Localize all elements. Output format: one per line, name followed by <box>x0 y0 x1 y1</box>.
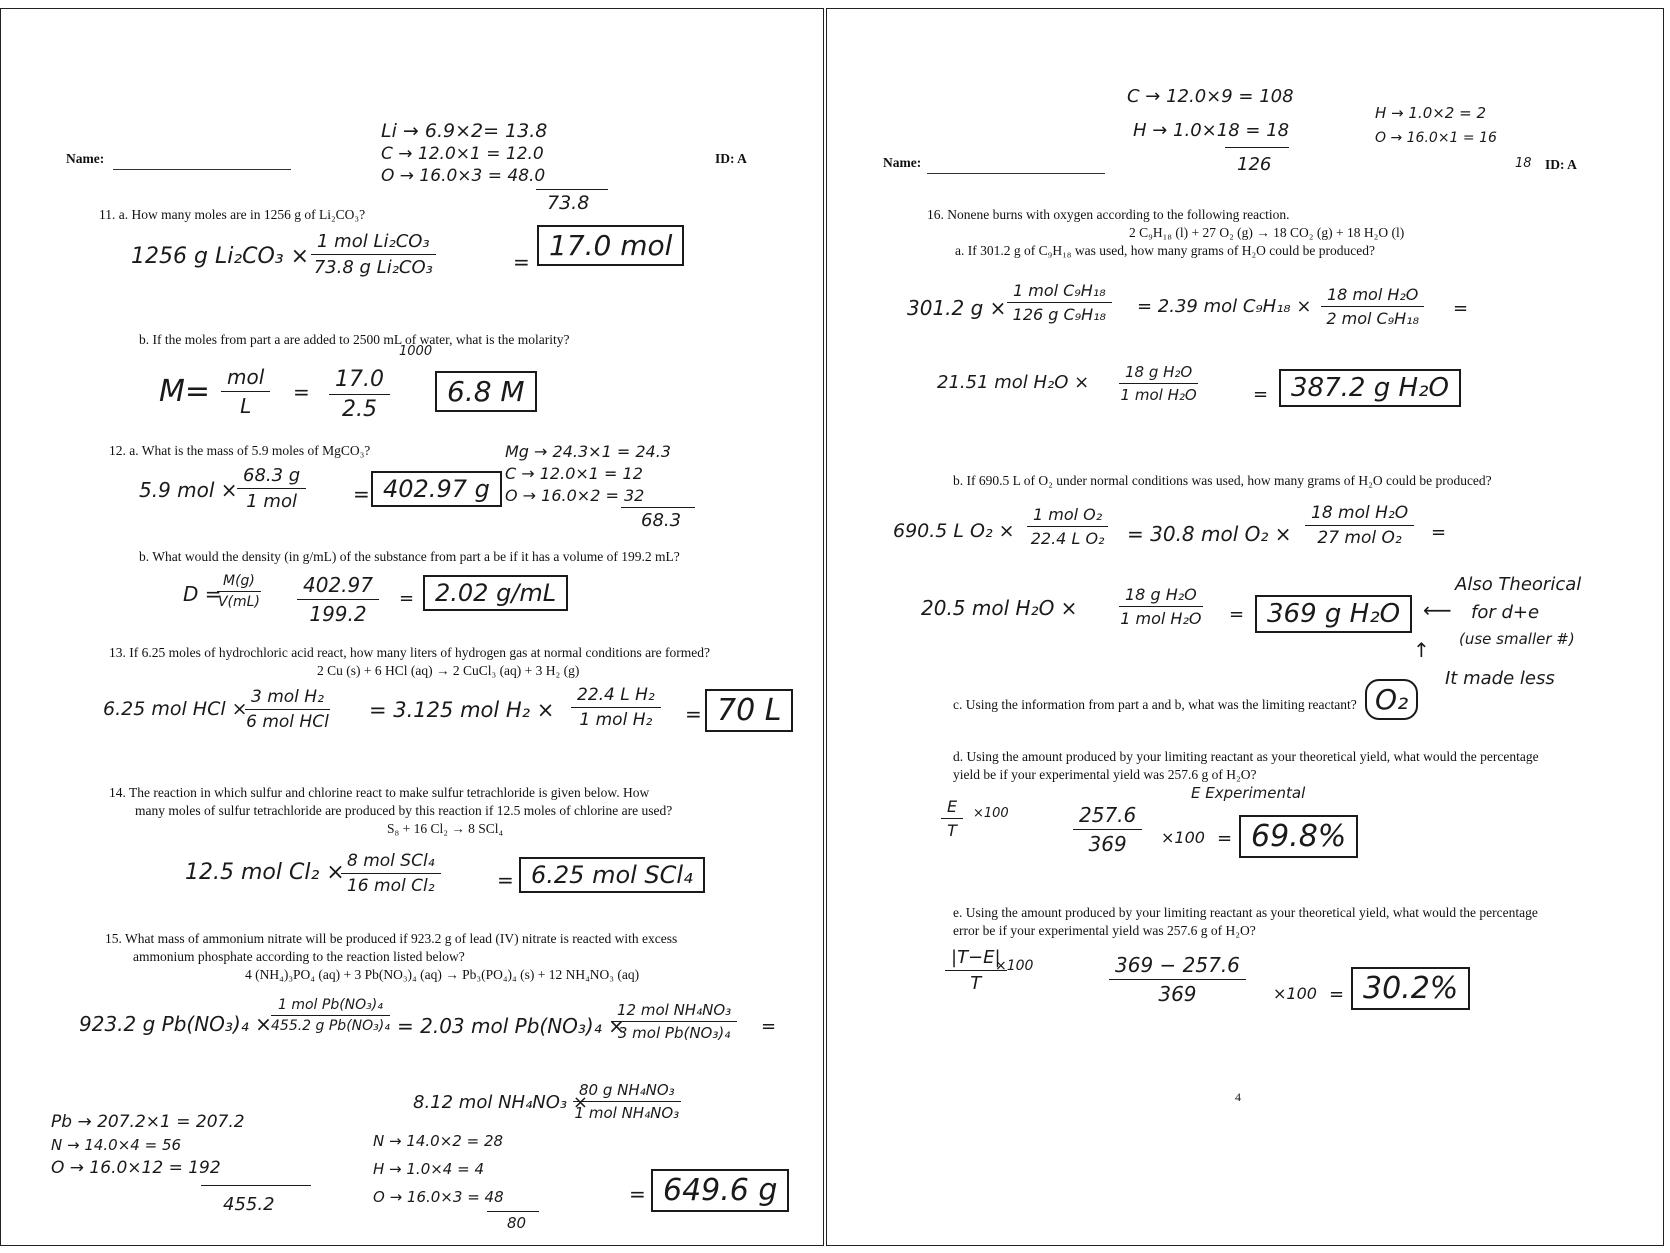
id-label: ID: A <box>715 151 747 166</box>
equals-sign: = <box>1431 522 1447 543</box>
q16a-work: 301.2 g × <box>907 296 1007 320</box>
q16b-work-3: 20.5 mol H₂O × <box>921 596 1078 620</box>
name-label: Name: <box>66 151 105 166</box>
q15-molar-pb: Pb → 207.2×1 = 207.2 <box>51 1112 245 1132</box>
q15-fraction-1: 1 mol Pb(NO₃)₄ 455.2 g Pb(NO₃)₄ <box>271 997 390 1034</box>
q11b-answer-box: 6.8 M <box>435 371 537 412</box>
equals-sign: = <box>1229 604 1245 625</box>
q16e-fraction: $\frac{369 - 257.6}{369}$ <box>1109 953 1246 1006</box>
question-16: 16. Nonene burns with oxygen according to the following reaction. <box>927 207 1290 222</box>
q14-equation: S₈ + 16 Cl₂ → 8 SCl₄ <box>387 821 504 836</box>
q15-fraction-2: 12 mol NH₄NO₃ 3 mol Pb(NO₃)₄ <box>611 1001 737 1042</box>
q12b-answer-box: 2.02 g/mL <box>423 575 568 611</box>
q13-work-2: = 3.125 mol H₂ × <box>369 698 555 722</box>
molar-mass-work-li: Li → 6.9×2= 13.8 <box>381 120 548 142</box>
q16b-note-3: (use smaller #) <box>1459 630 1575 648</box>
q12a-molar-total: 68.3 <box>641 510 682 531</box>
molar-mass-total: 126 <box>1237 154 1272 175</box>
q16d-formula: $\frac{E}{T}$ <box>941 797 963 840</box>
name-label: Name: <box>883 155 922 170</box>
q15-work-3: 8.12 mol NH₄NO₃ × <box>413 1092 588 1113</box>
q15-equation: 4 (NH₄)₃PO₄ (aq) + 3 Pb(NO₃)₄ (aq) → Pb₃(PO₄)₄ (s) + 12 NH₄NO₃ (aq) <box>245 967 640 982</box>
q12a-molar-o: O → 16.0×2 = 32 <box>505 486 645 505</box>
question-14-cont: many moles of sulfur tetrachloride are produced by this reaction if 12.5 moles of chlorine are used? <box>135 803 673 818</box>
q16a-fraction-3: 18 g H₂O 1 mol H₂O <box>1120 363 1197 404</box>
q16c-answer-box: O₂ <box>1365 679 1418 720</box>
q12b-work: D = <box>183 582 222 606</box>
name-blank-line <box>927 173 1105 174</box>
arrow-note-icon: ⟵ <box>1423 598 1452 622</box>
q16b-note-4: It made less <box>1445 668 1555 689</box>
sum-line <box>201 1185 311 1186</box>
question-16b: b. If 690.5 L of O₂ under normal conditions was used, how many grams of H₂O could be produced? <box>953 473 1492 488</box>
q15-work: 923.2 g Pb(NO₃)₄ × <box>79 1012 272 1036</box>
molar-mass-work-o: O → 16.0×3 = 48.0 <box>381 166 546 186</box>
q11b-work: M= <box>159 374 211 409</box>
molar-mass-work-h: H → 1.0×18 = 18 <box>1133 120 1290 141</box>
equals-sign: = <box>761 1016 777 1037</box>
q14-work: 12.5 mol Cl₂ × <box>185 860 345 885</box>
q16b-fraction-2: 18 mol H₂O 27 mol O₂ <box>1305 503 1414 548</box>
q16b-work-2: = 30.8 mol O₂ × <box>1127 522 1292 546</box>
equals-sign: = <box>399 588 415 609</box>
question-16e-cont: error be if your experimental yield was 257.6 g of H₂O? <box>953 923 1256 938</box>
q15-fraction-3: 80 g NH₄NO₃ 1 mol NH₄NO₃ <box>574 1081 680 1122</box>
q14-answer-box: 6.25 mol SCl₄ <box>519 857 705 893</box>
q16a-fraction-1: 1 mol C₉H₁₈ 126 g C₉H₁₈ <box>1007 281 1112 324</box>
sum-line <box>487 1211 539 1212</box>
molar-mass-work-h2o-h: H → 1.0×2 = 2 <box>1375 104 1486 122</box>
q11a-fraction: 1 mol Li₂CO₃ 73.8 g Li₂CO₃ <box>311 231 436 278</box>
q13-fraction-2: 22.4 L H₂ 1 mol H₂ <box>571 685 661 730</box>
question-13: 13. If 6.25 moles of hydrochloric acid react, how many liters of hydrogen gas at normal conditions are formed? <box>109 645 710 660</box>
q16b-fraction-1: 1 mol O₂ 22.4 L O₂ <box>1027 505 1108 548</box>
equals-sign: = <box>1453 298 1469 319</box>
question-16a: a. If 301.2 g of C₉H₁₈ was used, how many grams of H₂O could be produced? <box>955 243 1375 258</box>
q12a-answer-box: 402.97 g <box>371 471 502 507</box>
q13-equation: 2 Cu (s) + 6 HCl (aq) → 2 CuCl₃ (aq) + 3 H₂ (g) <box>317 663 580 678</box>
equals-sign: = <box>685 702 702 726</box>
q11b-note: 1000 <box>399 344 433 359</box>
q15-answer-box: 649.6 g <box>651 1169 789 1212</box>
worksheet-page-left <box>0 8 824 1246</box>
q16d-times-100: ×100 <box>973 806 1009 821</box>
question-11b: b. If the moles from part a are added to 2500 mL of water, what is the molarity? <box>139 332 570 347</box>
question-15: 15. What mass of ammonium nitrate will be produced if 923.2 g of lead (IV) nitrate is reacted with excess <box>105 931 678 946</box>
q15-molar2-o: O → 16.0×3 = 48 <box>373 1188 504 1206</box>
q16e-formula: $\frac{|T-E|}{T}$ <box>945 947 1007 994</box>
q16e-answer-box: 30.2% <box>1351 967 1470 1010</box>
q16d-note: E Experimental <box>1191 784 1306 802</box>
q16e-times-100: ×100 <box>995 958 1034 974</box>
q15-molar-n: N → 14.0×4 = 56 <box>51 1136 182 1154</box>
q15-molar2-n: N → 14.0×2 = 28 <box>373 1132 504 1150</box>
question-12a: 12. a. What is the mass of 5.9 moles of MgCO₃? <box>109 443 371 458</box>
equals-sign: = <box>293 380 310 404</box>
q15-molar2-total: 80 <box>507 1214 527 1232</box>
q16a-work-2: = 2.39 mol C₉H₁₈ × <box>1137 296 1312 317</box>
molar-mass-work-h2o-o: O → 16.0×1 = 16 <box>1375 130 1497 146</box>
q15-molar2-h: H → 1.0×4 = 4 <box>373 1160 484 1178</box>
sum-line <box>536 189 608 190</box>
q16a-fraction-2: 18 mol H₂O 2 mol C₉H₁₈ <box>1321 285 1424 328</box>
q15-molar-total: 455.2 <box>223 1194 275 1215</box>
q13-work: 6.25 mol HCl × <box>103 698 248 720</box>
q16b-answer-box: 369 g H₂O <box>1255 595 1412 633</box>
q16b-work: 690.5 L O₂ × <box>893 520 1015 542</box>
arrow-up-icon: ↑ <box>1413 638 1430 662</box>
sum-line <box>621 507 695 508</box>
page-number: 4 <box>1235 1090 1241 1104</box>
q16-equation: 2 C₉H₁₈ (l) + 27 O₂ (g) → 18 CO₂ (g) + 18 H₂O (l) <box>1129 225 1405 240</box>
q16b-note-2: for d+e <box>1471 602 1540 623</box>
question-16d: d. Using the amount produced by your limiting reactant as your theoretical yield, what would the percentage <box>953 749 1539 764</box>
question-15-cont: ammonium phosphate according to the reaction listed below? <box>133 949 465 964</box>
question-16c: c. Using the information from part a and b, what was the limiting reactant? <box>953 697 1357 712</box>
molar-mass-work-c: C → 12.0×9 = 108 <box>1127 86 1294 107</box>
q12a-fraction: 68.3 g 1 mol <box>237 465 306 512</box>
question-16e: e. Using the amount produced by your limiting reactant as your theoretical yield, what would the percentage <box>953 905 1538 920</box>
q16d-fraction: $\frac{257.6}{369}$ <box>1073 803 1142 856</box>
question-16d-cont: yield be if your experimental yield was 257.6 g of H₂O? <box>953 767 1257 782</box>
q16b-note-1: Also Theorical <box>1455 574 1582 595</box>
worksheet-page-right <box>826 8 1664 1246</box>
equals-sign: = <box>1217 828 1233 849</box>
id-label: ID: A <box>1545 157 1577 172</box>
equals-sign: = <box>1253 384 1269 405</box>
q11a-work: 1256 g Li₂CO₃ × <box>131 244 310 269</box>
equals-sign: = <box>353 482 370 506</box>
q11a-answer-box: 17.0 mol <box>537 225 684 266</box>
question-12b: b. What would the density (in g/mL) of the substance from part a be if it has a volume of 199.2 mL? <box>139 549 680 564</box>
q12a-molar-c: C → 12.0×1 = 12 <box>505 464 643 483</box>
molar-mass-work-c: C → 12.0×1 = 12.0 <box>381 144 544 164</box>
molar-mass-total: 73.8 <box>547 192 590 214</box>
q12a-molar-mg: Mg → 24.3×1 = 24.3 <box>505 442 671 461</box>
q16b-fraction-3: 18 g H₂O 1 mol H₂O <box>1120 585 1202 628</box>
name-blank-line <box>113 169 291 170</box>
q11b-fraction-1: mol L <box>221 365 270 418</box>
equals-sign: = <box>513 250 530 274</box>
q12b-fraction-2: $\frac{402.97}{199.2}$ <box>297 573 379 626</box>
equals-sign: = <box>497 868 514 892</box>
q15-molar-o: O → 16.0×12 = 192 <box>51 1158 221 1178</box>
question-14: 14. The reaction in which sulfur and chlorine react to make sulfur tetrachloride is given below. How <box>109 785 650 800</box>
equals-sign: = <box>1329 984 1345 1005</box>
q15-work-2: = 2.03 mol Pb(NO₃)₄ × <box>397 1014 625 1038</box>
q11b-fraction-2: $\frac{17.0}{2.5}$ <box>329 367 390 422</box>
equals-sign: = <box>629 1182 646 1206</box>
sum-line <box>1225 147 1289 148</box>
q16d-answer-box: 69.8% <box>1239 815 1358 858</box>
q13-answer-box: 70 L <box>705 689 793 732</box>
q14-fraction: 8 mol SCl₄ 16 mol Cl₂ <box>341 851 441 896</box>
q16d-times-100-2: ×100 <box>1161 828 1205 847</box>
q12b-fraction-1: $\frac{M(g)}{V(mL)}$ <box>217 573 260 610</box>
question-11a: 11. a. How many moles are in 1256 g of Li₂CO₃? <box>99 207 366 222</box>
q16a-answer-box: 387.2 g H₂O <box>1279 369 1461 407</box>
q16e-times-100-2: ×100 <box>1273 984 1317 1003</box>
q13-fraction-1: 3 mol H₂ 6 mol HCl <box>246 687 329 732</box>
molar-mass-h2o-total: 18 <box>1515 156 1532 171</box>
q12a-work: 5.9 mol × <box>139 478 238 502</box>
q16a-work-3: 21.51 mol H₂O × <box>937 372 1090 393</box>
